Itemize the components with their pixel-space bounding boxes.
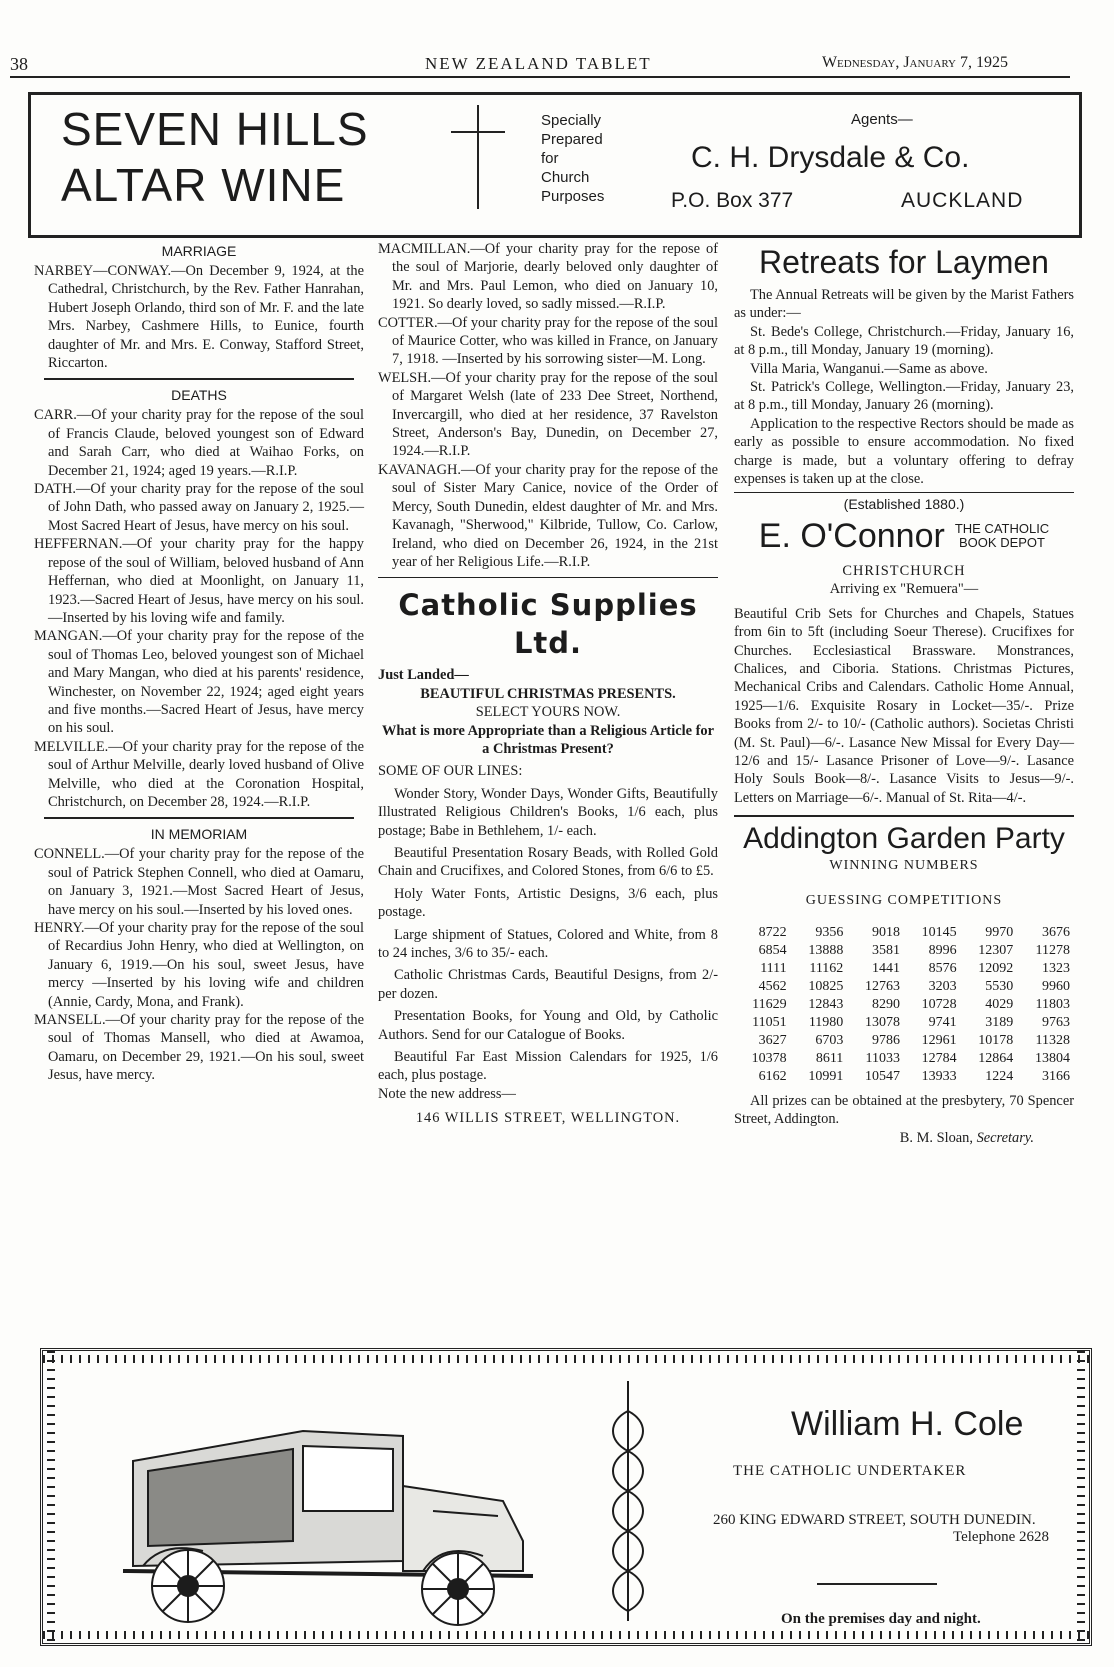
column-notices — [34, 240, 364, 1085]
undertaker-telephone: Telephone 2628 — [952, 1529, 1049, 1545]
numbers-row — [734, 1032, 1074, 1050]
marriage-notice: NARBEY—CONWAY.—On December 9, 1924, at the Cathedral, Christchurch, by the Rev. Father Hanrahan, Hubert Joseph Orlando, third son of Mr. F. and the late Mrs. Narbey, Cashmere Hills, to Eunice, fourth daughter of Mr. and Mrs. E. Conway, Stafford Street, Riccarton. — [34, 263, 364, 372]
winning-number: 12784 — [921, 1050, 957, 1066]
undertaker-name: William H. Cole — [791, 1405, 1024, 1443]
winning-number: 10378 — [751, 1050, 787, 1066]
winning-number: 9741 — [928, 1014, 957, 1030]
agent-company: C. H. Drysdale & Co. — [691, 141, 970, 174]
winning-number: 8722 — [758, 924, 787, 940]
winning-number: 13933 — [921, 1068, 957, 1084]
agents-label: Agents— — [851, 111, 913, 128]
numbers-row — [734, 978, 1074, 996]
winning-number: 10178 — [978, 1032, 1014, 1048]
winning-number: 3203 — [928, 978, 957, 994]
prepared-word: Church — [541, 169, 590, 186]
oconnor-name: E. O'Connor — [758, 516, 945, 555]
winning-number: 10728 — [921, 996, 957, 1012]
winning-number: 12092 — [978, 960, 1014, 976]
numbers-row — [734, 1014, 1074, 1032]
winning-number: 13804 — [1035, 1050, 1070, 1066]
in-memoriam-heading: IN MEMORIAM — [150, 826, 248, 843]
winning-number: 3676 — [1042, 924, 1070, 940]
agent-city: AUCKLAND — [901, 189, 1024, 212]
garden-party-title: Addington Garden Party — [743, 822, 1065, 856]
select-now: SELECT YOURS NOW. — [475, 704, 621, 721]
publication-title: NEW ZEALAND TABLET — [425, 54, 652, 73]
winning-number: 4562 — [758, 978, 787, 994]
winning-numbers-table — [734, 924, 1074, 1086]
winning-number: 1111 — [760, 960, 787, 976]
prepared-word: for — [541, 150, 559, 167]
winning-numbers-label: WINNING NUMBERS — [829, 858, 979, 874]
catholic-supplies-title: Catholic Supplies Ltd. — [398, 588, 698, 661]
secretary-role: Secretary. — [976, 1129, 1034, 1146]
numbers-row — [734, 996, 1074, 1014]
supply-item: Catholic Christmas Cards, Beautiful Designs, from 2/- per dozen. — [378, 967, 718, 1002]
memoriam-notice: COTTER.—Of your charity pray for the repose of the soul of Maurice Cotter, who was killed in France, on January 7, 1918. —Inserted by his sorrowing sister—M. Long. — [378, 314, 718, 368]
deaths-heading: DEATHS — [171, 387, 227, 404]
winning-number: 11328 — [1035, 1032, 1070, 1048]
winning-number: 6162 — [758, 1068, 787, 1084]
supply-item: Presentation Books, for Young and Old, by Catholic Authors. Send for our Catalogue of Books. — [378, 1008, 718, 1043]
the-catholic-label: THE CATHOLIC — [954, 520, 1050, 536]
winning-number: 12763 — [864, 978, 900, 994]
memoriam-notice: MANSELL.—Of your charity pray for the repose of the soul of Thomas Mansell, who died at Awamoa, Oamaru, on December 29, 1921.—On his soul, sweet Jesus, have mercy. — [34, 1012, 364, 1084]
memoriam-notice: MACMILLAN.—Of your charity pray for the repose of the soul of Marjorie, dearly beloved only daughter of Mr. and Mrs. Paul Lemon, who died on January 10, 1921. So dearly loved, so sadly missed.—R.I.P. — [378, 241, 718, 313]
prepared-word: Prepared — [541, 131, 603, 148]
column-middle — [378, 240, 718, 1128]
appropriate-question: What is more Appropriate than a Religious Article for a Christmas Present? — [381, 722, 715, 757]
winning-number: 11980 — [808, 1014, 844, 1030]
memoriam-notice: WELSH.—Of your charity pray for the repose of the soul of Margaret Welsh (late of 233 Dee Street, Northend, Invercargill, who died at her residence, 37 Ravelston Street, Anderson's Bay, Dunedin, on December 27, 1924.—R.I.P. — [378, 369, 718, 460]
undertaker-address: 260 KING EDWARD STREET, SOUTH DUNEDIN. — [713, 1512, 1036, 1528]
issue-date: Wednesday, January 7, 1925 — [821, 54, 1008, 71]
winning-number: 8611 — [815, 1050, 844, 1066]
prepared-word: Specially — [541, 112, 602, 129]
winning-number: 11033 — [865, 1050, 900, 1066]
winning-number: 11629 — [752, 996, 787, 1012]
winning-number: 8576 — [928, 960, 957, 976]
winning-number: 13078 — [864, 1014, 900, 1030]
winning-number: 1441 — [871, 960, 900, 976]
hearse-illustration — [103, 1391, 543, 1631]
winning-number: 3627 — [758, 1032, 787, 1048]
undertaker-role: THE CATHOLIC UNDERTAKER — [733, 1463, 967, 1479]
page-header — [10, 54, 1070, 78]
supply-item: Wonder Story, Wonder Days, Wonder Gifts, Beautifully Illustrated Religious Children's Books, 1/6 each, plus postage; Babe in Bethlehem, 1/- each. — [378, 785, 718, 839]
book-depot-label: BOOK DEPOT — [959, 534, 1045, 550]
numbers-row — [734, 960, 1074, 978]
divider-rule — [817, 1583, 937, 1585]
oconnor-depot — [955, 522, 1049, 550]
winning-number: 5530 — [985, 978, 1014, 994]
lines-heading: SOME OF OUR LINES: — [378, 763, 523, 780]
po-box: P.O. Box 377 — [671, 189, 794, 212]
ornamental-border — [1077, 1351, 1085, 1643]
winning-number: 6854 — [758, 942, 787, 958]
prepared-note — [541, 111, 604, 206]
winning-number: 12307 — [978, 942, 1014, 958]
winning-number: 1224 — [985, 1068, 1014, 1084]
winning-number: 11051 — [752, 1014, 787, 1030]
death-notice: MELVILLE.—Of your charity pray for the repose of the soul of Arthur Melville, dearly loved husband of Olive Melville, who died at the Coronation Hospital, Christchurch, on December 28, 1924.—R.I.P. — [34, 738, 364, 810]
winning-number: 3581 — [871, 942, 900, 958]
numbers-row — [734, 942, 1074, 960]
winning-number: 1323 — [1042, 960, 1070, 976]
retreats-intro: The Annual Retreats will be given by the Marist Fathers as under:— — [734, 287, 1074, 322]
memoriam-notice: CONNELL.—Of your charity pray for the repose of the soul of Patrick Stephen Connell, who died at Oamaru, on January 3, 1921.—Most Sacred Heart of Jesus, have mercy on his soul.—Inserted by his loved ones. — [34, 846, 364, 918]
ornamental-border — [43, 1355, 1089, 1363]
winning-number: 13888 — [808, 942, 844, 958]
just-landed: Just Landed— — [378, 667, 469, 684]
winning-number: 9356 — [815, 924, 844, 940]
oconnor-arriving: Arriving ex "Remuera"— — [829, 581, 979, 598]
winning-number: 10547 — [864, 1068, 900, 1084]
winning-number: 9960 — [1042, 978, 1070, 994]
column-right — [734, 240, 1074, 1147]
memoriam-notice: KAVANAGH.—Of your charity pray for the repose of the soul of Sister Mary Canice, novice of the Order of Mercy, South Dunedin, eldest daughter of Mr. and Mrs. Kavanagh, "Sherwood," Kilbride, Tullow, Co. Carlow, Ireland, who died on December 26, 1924, in the 21st year of her Religious Life.—R.I.P. — [378, 461, 718, 570]
supply-item: Holy Water Fonts, Artistic Designs, 3/6 each, plus postage. — [378, 885, 718, 921]
signature-line — [734, 1129, 1074, 1147]
winning-number: 10991 — [808, 1068, 844, 1084]
secretary-name: B. M. Sloan, — [899, 1129, 973, 1146]
winning-number: 11162 — [809, 960, 844, 976]
winning-number: 11803 — [1035, 996, 1070, 1012]
winning-number: 9018 — [871, 924, 900, 940]
numbers-row — [734, 1050, 1074, 1068]
prepared-word: Purposes — [541, 188, 605, 205]
winning-number: 6703 — [815, 1032, 844, 1048]
numbers-row — [734, 1068, 1074, 1086]
supplies-address: 146 WILLIS STREET, WELLINGTON. — [415, 1110, 681, 1127]
christmas-presents: BEAUTIFUL CHRISTMAS PRESENTS. — [420, 685, 676, 702]
winning-number: 12843 — [808, 996, 844, 1012]
winning-number: 10145 — [921, 924, 957, 940]
undertaker-advertisement — [40, 1348, 1092, 1646]
premises-note: On the premises day and night. — [781, 1611, 981, 1627]
death-notice: CARR.—Of your charity pray for the repose of the soul of Francis Claude, beloved youngest son of Edward and Sarah Carr, who died at Waihao Forks, on December 21, 1924; aged 19 years.—R.I.P. — [34, 407, 364, 479]
guessing-label: GUESSING COMPETITIONS — [805, 892, 1003, 908]
wine-line-2: ALTAR WINE — [61, 159, 346, 211]
winning-number: 3166 — [1042, 1068, 1070, 1084]
oconnor-masthead — [734, 516, 1074, 556]
marriage-heading: MARRIAGE — [161, 243, 237, 259]
prizes-note: All prizes can be obtained at the presbytery, 70 Spencer Street, Addington. — [734, 1092, 1074, 1128]
wine-line-1: SEVEN HILLS — [61, 103, 369, 155]
winning-number: 9970 — [985, 924, 1014, 940]
death-notice: HEFFERNAN.—Of your charity pray for the happy repose of the soul of William, beloved husband of Ann Heffernan, who died at Moonlight, on January 11, 1923.—Sacred Heart of Jesus, have mercy on his soul.—Inserted by his loving wife and family. — [34, 536, 364, 626]
retreats-title: Retreats for Laymen — [759, 244, 1049, 280]
address-note: Note the new address— — [378, 1085, 516, 1102]
supply-item: Large shipment of Statues, Colored and White, from 8 to 24 inches, 3/6 to 35/- each. — [378, 926, 718, 961]
supply-item: Beautiful Far East Mission Calendars for 1925, 1/6 each, plus postage. — [378, 1049, 718, 1084]
retreat-item: Villa Maria, Wanganui.—Same as above. — [750, 360, 988, 377]
retreat-item: St. Patrick's College, Wellington.—Friday, January 23, at 8 p.m., till Monday, January 26 (morning). — [734, 379, 1074, 414]
oconnor-city: CHRISTCHURCH — [842, 562, 966, 579]
death-notice: DATH.—Of your charity pray for the repose of the soul of John Dath, who passed away on January 2, 1925.—Most Sacred Heart of Jesus, have mercy on his soul. — [34, 481, 364, 534]
ornamental-border — [47, 1351, 55, 1643]
cross-icon — [451, 105, 505, 209]
wine-name — [61, 101, 369, 213]
winning-number: 8996 — [928, 942, 957, 958]
page-number: 38 — [10, 54, 28, 74]
winning-number: 11278 — [1035, 942, 1070, 958]
memoriam-notice: HENRY.—Of your charity pray for the repose of the soul of Recardius John Henry, who died at Wellington, on January 6, 1919.—On his soul, sweet Jesus, have mercy —Inserted by his loving wife and children (Annie, Cardy, Mona, and Frank). — [34, 920, 364, 1010]
established-date: (Established 1880.) — [843, 496, 965, 513]
ornamental-border — [43, 1631, 1089, 1639]
winning-number: 12961 — [921, 1032, 957, 1048]
winning-number: 10825 — [808, 978, 844, 994]
winning-number: 4029 — [985, 996, 1014, 1012]
wine-advertisement — [28, 92, 1082, 238]
winning-number: 9786 — [871, 1032, 900, 1048]
winning-number: 8290 — [871, 996, 900, 1012]
winning-number: 12864 — [978, 1050, 1014, 1066]
death-notice: MANGAN.—Of your charity pray for the repose of the soul of Thomas Leo, beloved youngest son of Michael and Mary Mangan, who died at his parents' residence, Winchester, on November 22, 1924; aged eight years and five months.—Sacred Heart of Jesus, have mercy on his soul. — [34, 628, 364, 737]
oconnor-body: Beautiful Crib Sets for Churches and Chapels, Statues from 6in to 5ft (including Soeur Therese). Crucifixes for Churches. Ecclesiastical Brassware. Monstrances, Chalices, and Ciboria. Stations. Christmas Pictures, Mechanical Cribs and Calendars. Catholic Home Annual, 1925—1/6. Exquisite Rosary in Locket—35/-. Prize Books from 2/- to 10/- (Catholic authors). Societas Christi (M. St. Paul)—6/-. Lasance New Missal for Every Day—12/6 and 15/- Lasance Prisoner of Love—9/-. Lasance Holy Souls Book—8/-. Lasance Visits to Jesus—9/-. Letters on Marriage—6/-. Manual of St. Rita—4/-. — [734, 605, 1074, 806]
winning-number: 9763 — [1042, 1014, 1070, 1030]
ornamental-divider — [603, 1381, 653, 1621]
supply-item: Beautiful Presentation Rosary Beads, with Rolled Gold Chain and Crucifixes, and Colored Stones, from 6/6 to £5. — [378, 844, 718, 880]
winning-number: 3189 — [985, 1014, 1014, 1030]
numbers-row — [734, 924, 1074, 942]
retreat-item: St. Bede's College, Christchurch.—Friday, January 16, at 8 p.m., till Monday, January 19 (morning). — [734, 323, 1074, 359]
retreat-item: Application to the respective Rectors should be made as early as possible to ensure accommodation. No fixed charge is made, but a voluntary offering to defray expenses is taken up at the close. — [734, 415, 1074, 488]
